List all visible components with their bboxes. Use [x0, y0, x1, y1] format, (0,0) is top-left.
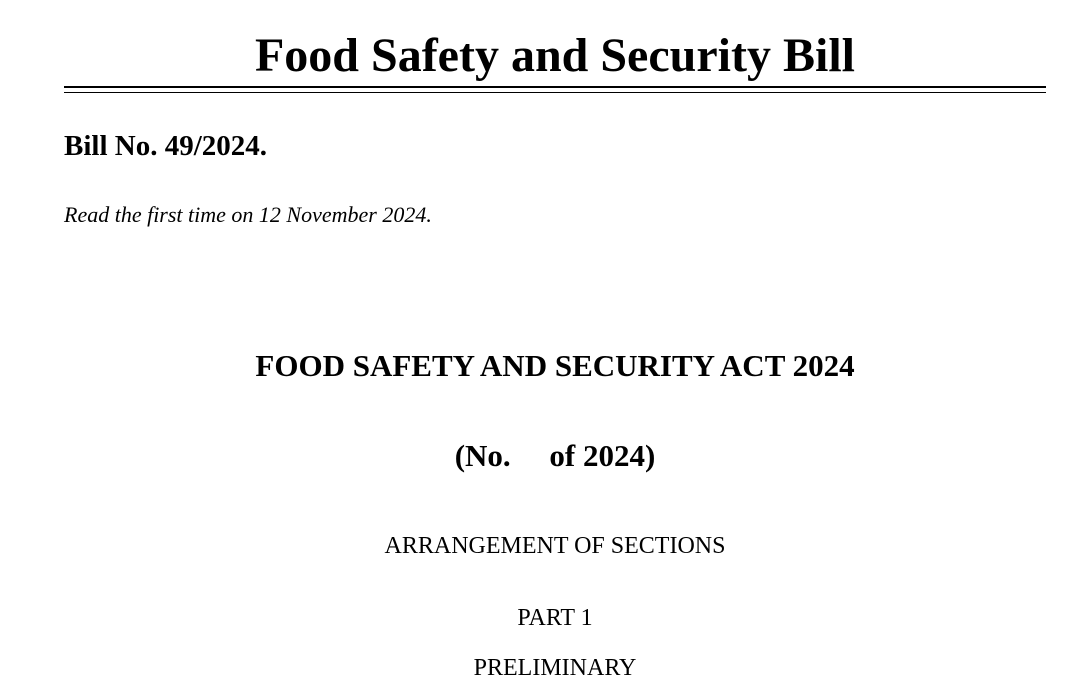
- act-number: (No. of 2024): [454, 438, 656, 473]
- arrangement-heading: ARRANGEMENT OF SECTIONS: [384, 533, 726, 559]
- part-number: PART 1: [517, 605, 593, 631]
- part-title: PRELIMINARY: [473, 655, 637, 681]
- act-title: FOOD SAFETY AND SECURITY ACT 2024: [255, 348, 855, 383]
- first-reading-note: Read the first time on 12 November 2024.: [64, 202, 432, 227]
- bill-number: Bill No. 49/2024.: [64, 130, 268, 162]
- title-rule-bottom: [64, 92, 1046, 93]
- document-title: Food Safety and Security Bill: [254, 29, 856, 82]
- title-rule-top: [64, 86, 1046, 88]
